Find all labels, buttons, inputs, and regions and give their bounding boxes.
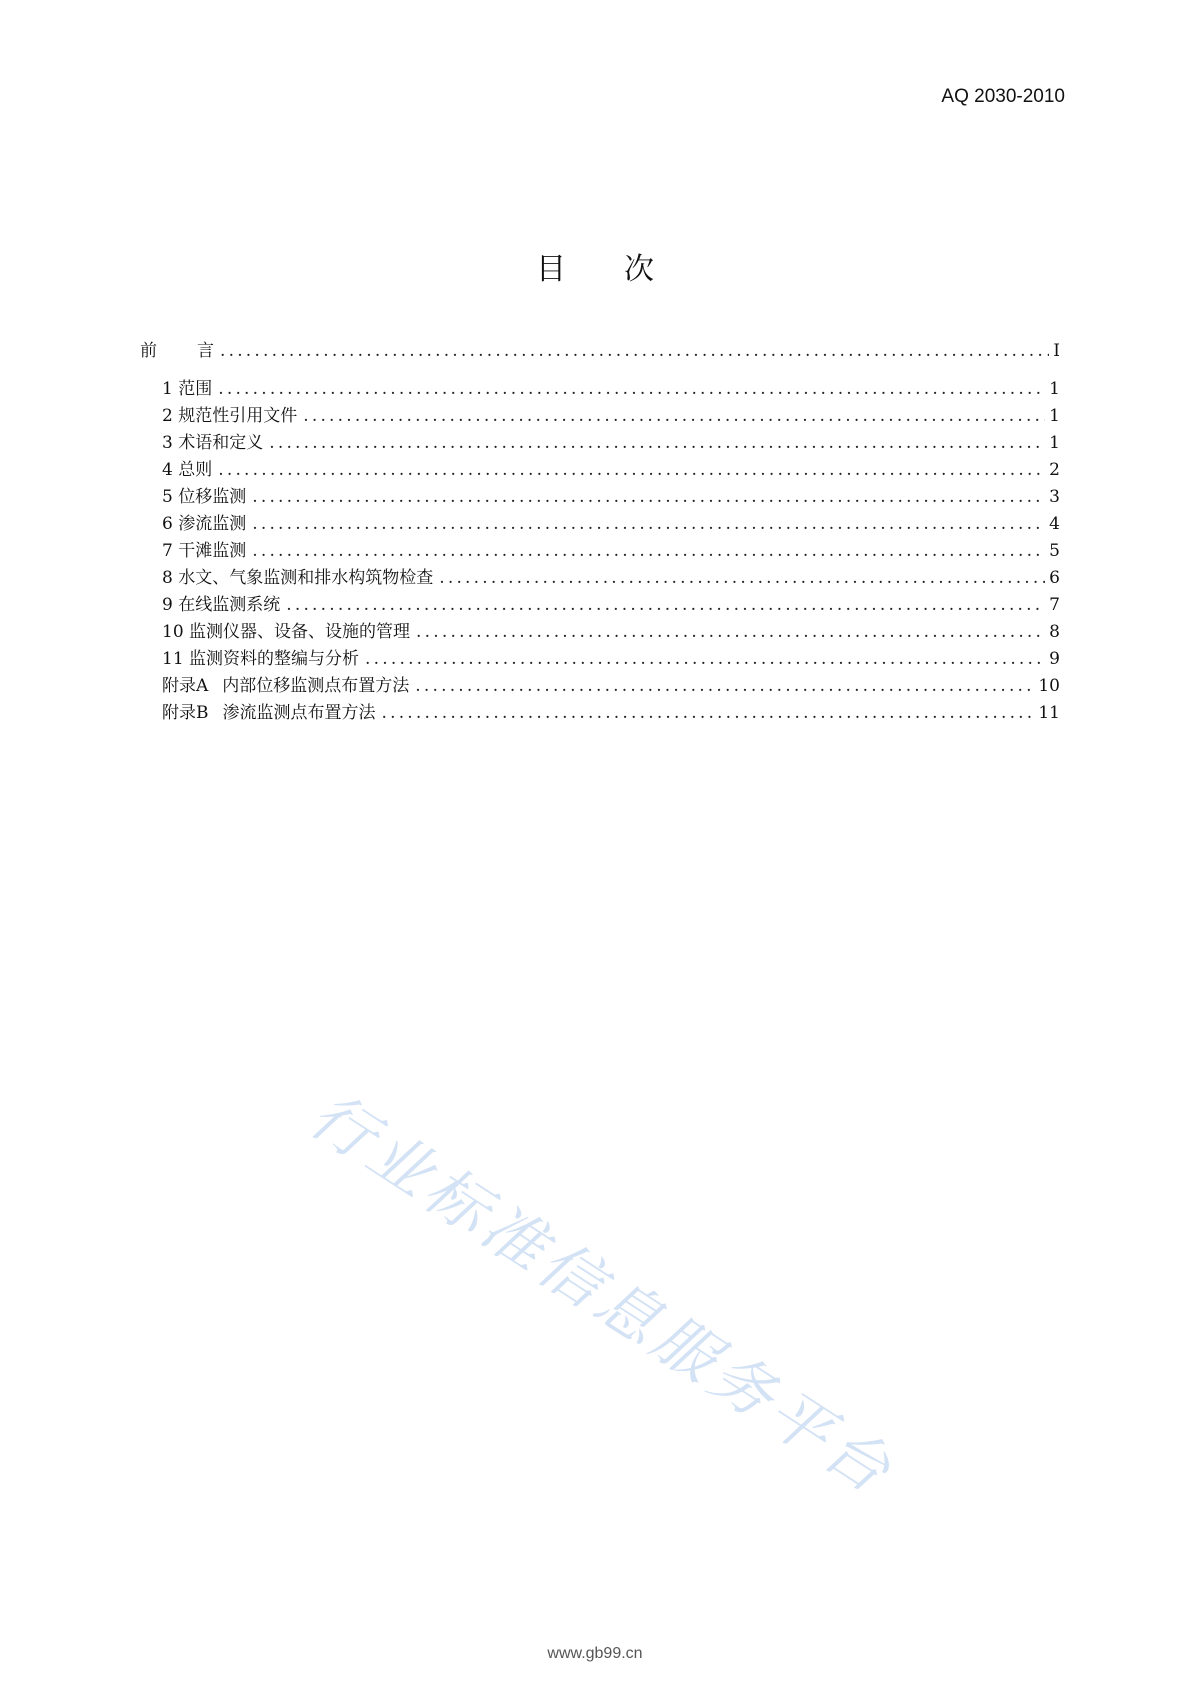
toc-entry[interactable] (140, 617, 1060, 644)
toc-leader-dots (269, 433, 1045, 453)
toc-entry-label: 6 渗流监测 (162, 514, 247, 534)
toc-entry-label: 附录A 内部位移监测点布置方法 (162, 676, 410, 696)
toc-entry-page: 6 (1049, 568, 1060, 588)
toc-entry-label: 1 范围 (162, 379, 213, 399)
toc-leader-dots (303, 406, 1045, 426)
toc-entry-page: 1 (1049, 406, 1060, 426)
toc-entry-label: 2 规范性引用文件 (162, 406, 298, 426)
toc-entry-label: 10 监测仪器、设备、设施的管理 (162, 622, 411, 642)
toc-leader-dots (439, 568, 1045, 588)
toc-leader-dots (220, 341, 1049, 361)
toc-leader-dots (252, 514, 1045, 534)
toc-entry-label: 7 干滩监测 (162, 541, 247, 561)
standard-code: AQ 2030-2010 (941, 86, 1065, 107)
toc-entry-page: 9 (1049, 649, 1060, 669)
toc-entry-page: 4 (1049, 514, 1060, 534)
toc-leader-dots (416, 622, 1045, 642)
toc-entry-label: 4 总则 (162, 460, 213, 480)
toc-entry[interactable] (140, 428, 1060, 455)
toc-entry-page: 2 (1049, 460, 1060, 480)
toc-leader-dots (252, 487, 1045, 507)
toc-entry-page: I (1053, 341, 1060, 361)
toc-entry-label: 附录B 渗流监测点布置方法 (162, 703, 376, 723)
toc-entry[interactable] (140, 644, 1060, 671)
page-title (0, 244, 1190, 288)
toc-entry-label: 11 监测资料的整编与分析 (162, 649, 360, 669)
toc-entry[interactable] (140, 374, 1060, 401)
toc-leader-dots (252, 541, 1045, 561)
toc-entry-appendix-a[interactable] (140, 671, 1060, 698)
toc-entry-label: 5 位移监测 (162, 487, 247, 507)
title-char-1: 目 (536, 252, 566, 287)
toc-leader-dots (286, 595, 1045, 615)
toc-leader-dots (218, 379, 1045, 399)
toc-entry[interactable] (140, 482, 1060, 509)
toc-entry-appendix-b[interactable] (140, 698, 1060, 725)
toc-entry[interactable] (140, 401, 1060, 428)
toc-entry[interactable] (140, 509, 1060, 536)
toc-entry[interactable] (140, 590, 1060, 617)
toc-entry-label: 8 水文、气象监测和排水构筑物检查 (162, 568, 434, 588)
watermark-text: 行业标准信息服务平台 (297, 1078, 908, 1510)
toc-entry[interactable] (140, 455, 1060, 482)
toc-entry-label: 9 在线监测系统 (162, 595, 281, 615)
toc-entry-page: 3 (1049, 487, 1060, 507)
toc-entry-page: 1 (1049, 433, 1060, 453)
toc-entry-page: 1 (1049, 379, 1060, 399)
toc-entry-preface[interactable] (140, 336, 1060, 363)
toc-entry-page: 10 (1038, 676, 1060, 696)
toc-leader-dots (218, 460, 1045, 480)
toc-entry-label: 前 言 (140, 341, 214, 361)
toc-leader-dots (415, 676, 1034, 696)
toc-leader-dots (365, 649, 1045, 669)
toc-entry-page: 7 (1049, 595, 1060, 615)
toc-entry-label: 3 术语和定义 (162, 433, 264, 453)
footer-url: www.gb99.cn (547, 1645, 643, 1662)
toc-entry-page: 5 (1049, 541, 1060, 561)
toc-leader-dots (382, 703, 1035, 723)
toc-entry-page: 11 (1038, 703, 1060, 723)
title-char-2: 次 (624, 252, 654, 287)
table-of-contents (140, 336, 1060, 725)
toc-entry[interactable] (140, 563, 1060, 590)
toc-entry[interactable] (140, 536, 1060, 563)
toc-entry-page: 8 (1049, 622, 1060, 642)
